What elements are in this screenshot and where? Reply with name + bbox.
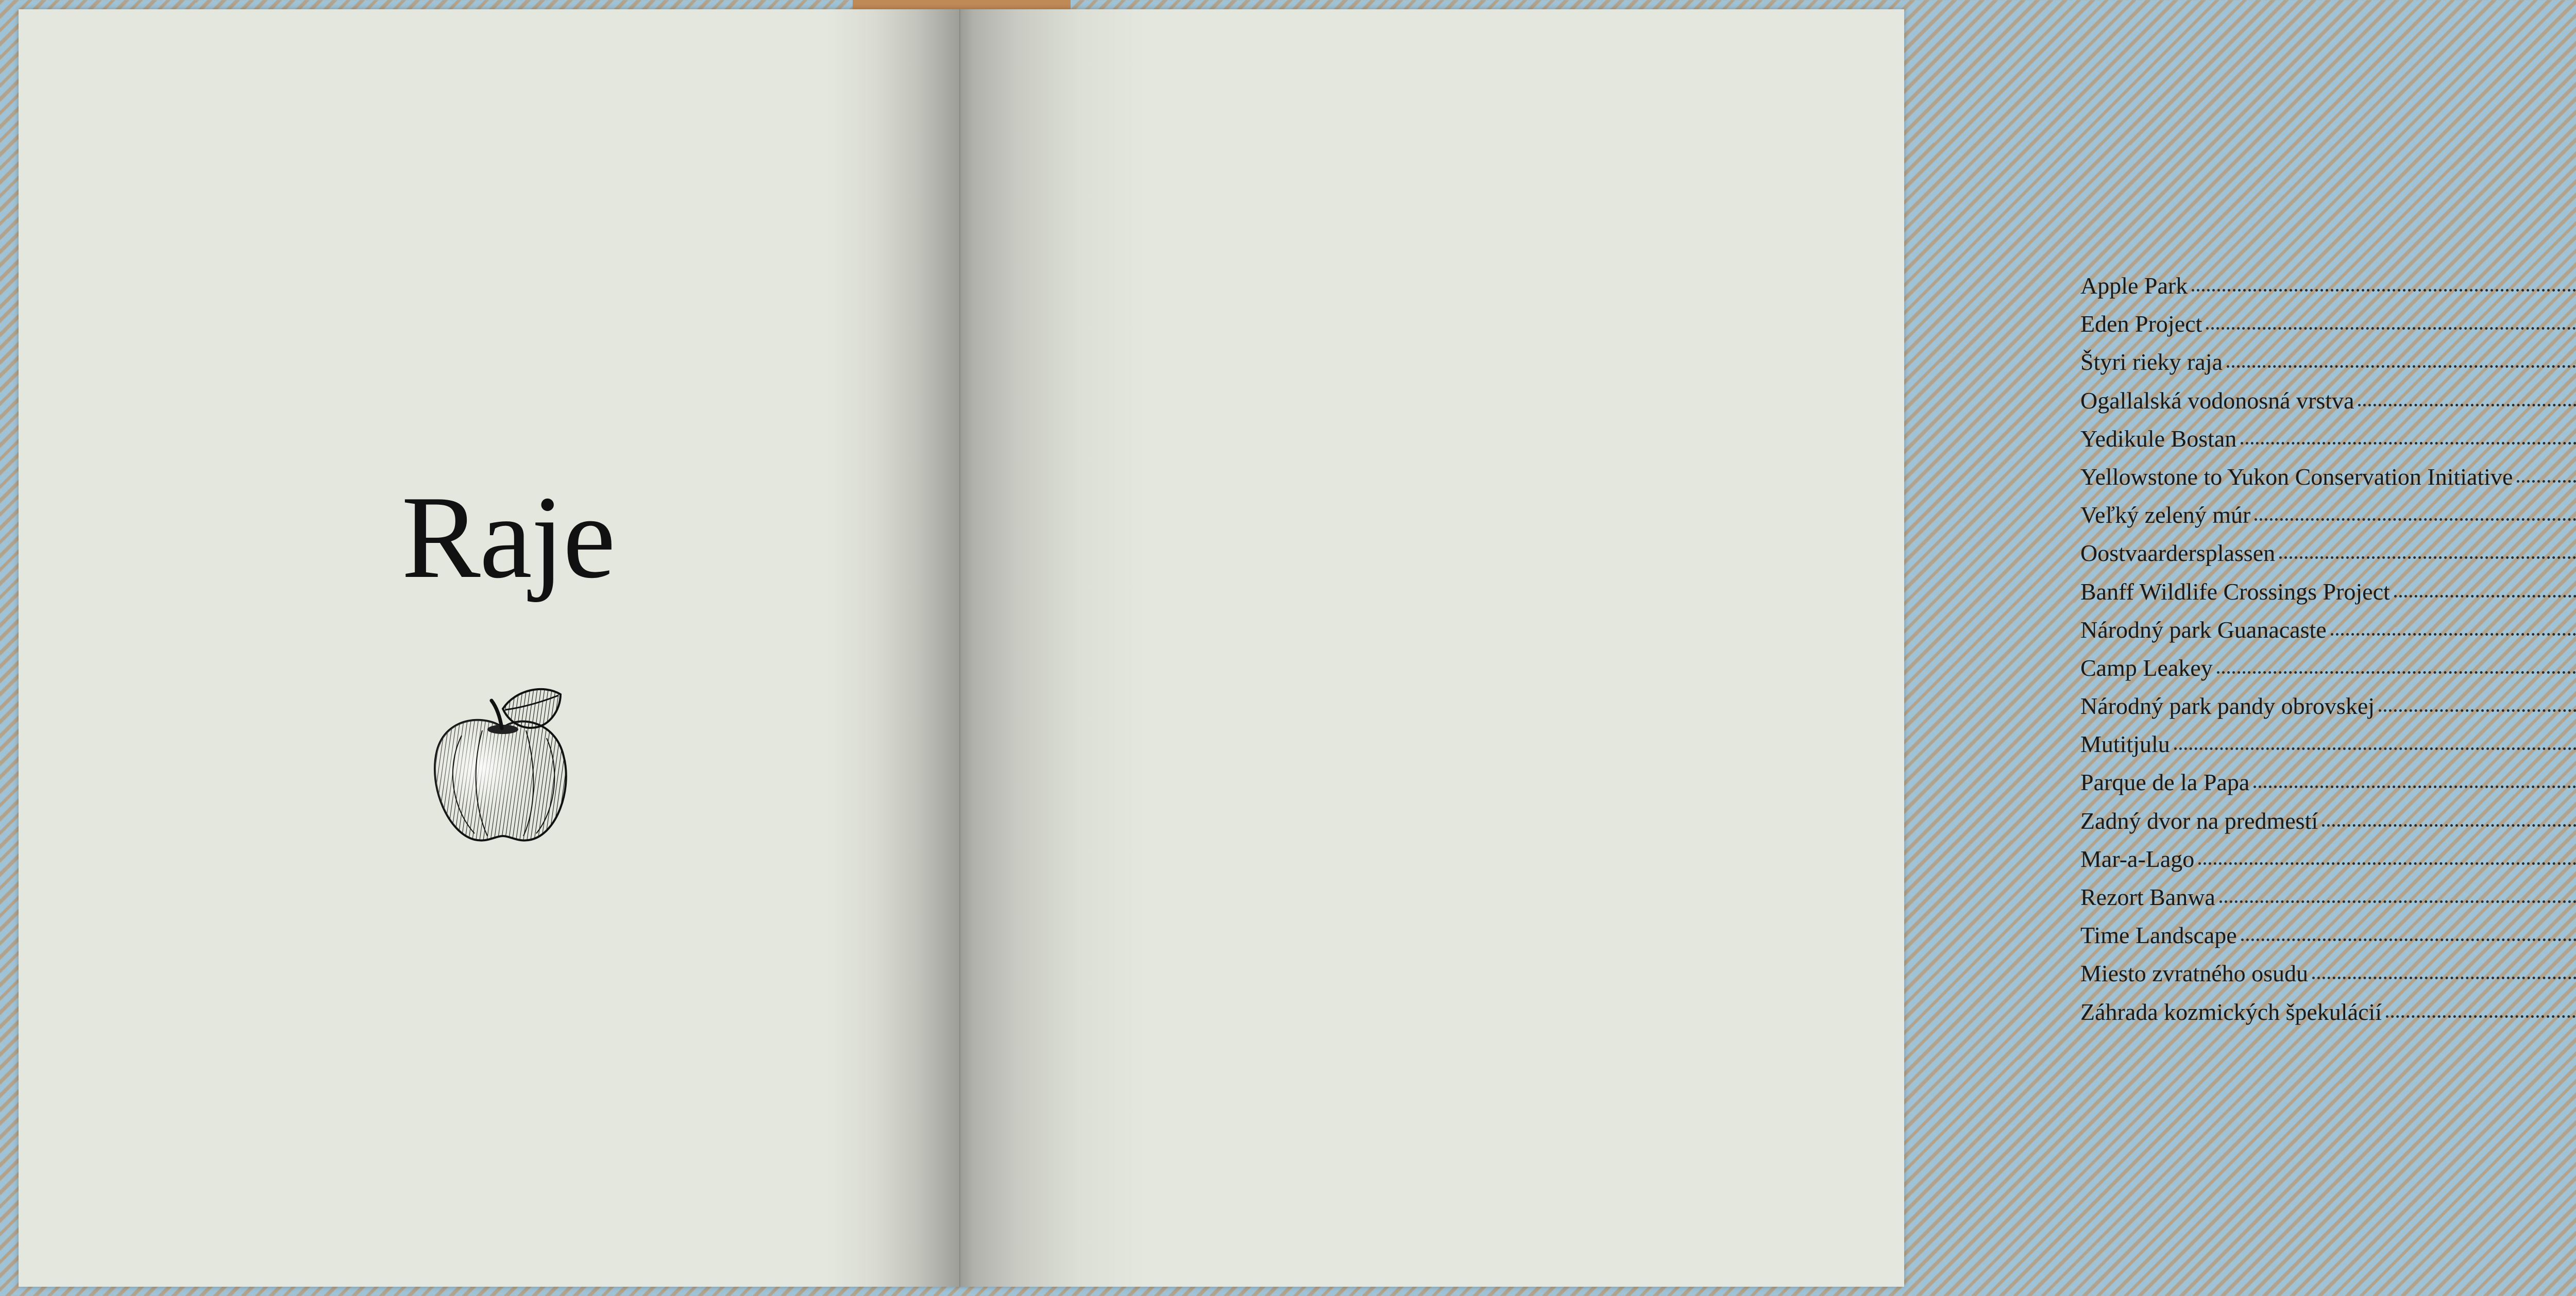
toc-entry-title: Veľký zelený múr bbox=[2080, 502, 2251, 528]
right-page bbox=[960, 9, 2513, 1287]
apple-icon bbox=[426, 679, 580, 849]
dot-leader bbox=[2386, 1015, 2576, 1018]
toc-entry[interactable] bbox=[2080, 654, 2576, 692]
toc-entry[interactable] bbox=[2080, 769, 2576, 807]
toc-entry-title: Štyri rieky raja bbox=[2080, 349, 2223, 376]
toc-entry[interactable] bbox=[2080, 807, 2576, 845]
dot-leader bbox=[2241, 441, 2576, 445]
dot-leader bbox=[2241, 938, 2576, 941]
toc-entry-title: Yellowstone to Yukon Conservation Initiative bbox=[2080, 463, 2513, 490]
toc-entry-title: Apple Park bbox=[2080, 272, 2188, 299]
toc-entry[interactable] bbox=[2080, 616, 2576, 654]
dot-leader bbox=[2174, 747, 2576, 750]
dot-leader bbox=[2198, 862, 2576, 865]
dot-leader bbox=[2227, 365, 2576, 368]
toc-entry[interactable] bbox=[2080, 425, 2576, 463]
toc-entry-title: Parque de la Papa bbox=[2080, 769, 2250, 796]
toc-entry[interactable] bbox=[2080, 730, 2576, 769]
toc-entry-title: Národný park pandy obrovskej bbox=[2080, 693, 2375, 720]
dot-leader bbox=[2253, 785, 2576, 788]
dot-leader bbox=[2517, 480, 2576, 483]
toc-entry-title: Oostvaardersplassen bbox=[2080, 540, 2276, 567]
toc-entry-title: Mar-a-Lago bbox=[2080, 845, 2195, 872]
dot-leader bbox=[2217, 671, 2576, 674]
toc-entry-title: Banff Wildlife Crossings Project bbox=[2080, 578, 2390, 605]
toc-entry[interactable] bbox=[2080, 539, 2576, 577]
toc-entry[interactable] bbox=[2080, 883, 2576, 922]
section-title: Raje bbox=[401, 471, 615, 603]
dot-leader bbox=[2312, 976, 2576, 979]
toc-entry[interactable] bbox=[2080, 387, 2576, 425]
dot-leader bbox=[2192, 288, 2576, 292]
dot-leader bbox=[2219, 900, 2576, 903]
toc-entry-title: Mutitjulu bbox=[2080, 731, 2170, 758]
dot-leader bbox=[2394, 594, 2576, 598]
background-accent bbox=[853, 0, 1071, 10]
table-of-contents bbox=[2080, 272, 2576, 1036]
dot-leader bbox=[2322, 824, 2576, 827]
toc-entry[interactable] bbox=[2080, 348, 2576, 386]
toc-entry[interactable] bbox=[2080, 845, 2576, 883]
toc-entry-title: Národný park Guanacaste bbox=[2080, 616, 2327, 643]
toc-entry-title: Ogallalská vodonosná vrstva bbox=[2080, 387, 2354, 414]
toc-entry[interactable] bbox=[2080, 960, 2576, 998]
toc-entry-title: Zadný dvor na predmestí bbox=[2080, 807, 2318, 834]
toc-entry-title: Záhrada kozmických špekulácií bbox=[2080, 998, 2382, 1025]
toc-entry-title: Camp Leakey bbox=[2080, 654, 2213, 681]
toc-entry-title: Miesto zvratného osudu bbox=[2080, 960, 2309, 987]
dot-leader bbox=[2255, 518, 2576, 521]
dot-leader bbox=[2279, 556, 2576, 559]
toc-entry[interactable] bbox=[2080, 922, 2576, 960]
dot-leader bbox=[2331, 633, 2576, 636]
toc-entry-title: Eden Project bbox=[2080, 311, 2202, 337]
toc-entry-title: Yedikule Bostan bbox=[2080, 425, 2237, 452]
toc-entry[interactable] bbox=[2080, 310, 2576, 348]
toc-entry[interactable] bbox=[2080, 501, 2576, 539]
book-spread bbox=[19, 9, 2513, 1287]
toc-entry[interactable] bbox=[2080, 998, 2576, 1036]
toc-entry-title: Time Landscape bbox=[2080, 922, 2237, 949]
toc-entry-title: Rezort Banwa bbox=[2080, 884, 2215, 910]
toc-entry[interactable] bbox=[2080, 463, 2576, 501]
dot-leader bbox=[2379, 709, 2576, 712]
toc-entry[interactable] bbox=[2080, 692, 2576, 730]
dot-leader bbox=[2206, 327, 2576, 330]
toc-entry[interactable] bbox=[2080, 578, 2576, 616]
dot-leader bbox=[2358, 403, 2576, 406]
left-page bbox=[19, 9, 960, 1287]
toc-entry[interactable] bbox=[2080, 272, 2576, 310]
